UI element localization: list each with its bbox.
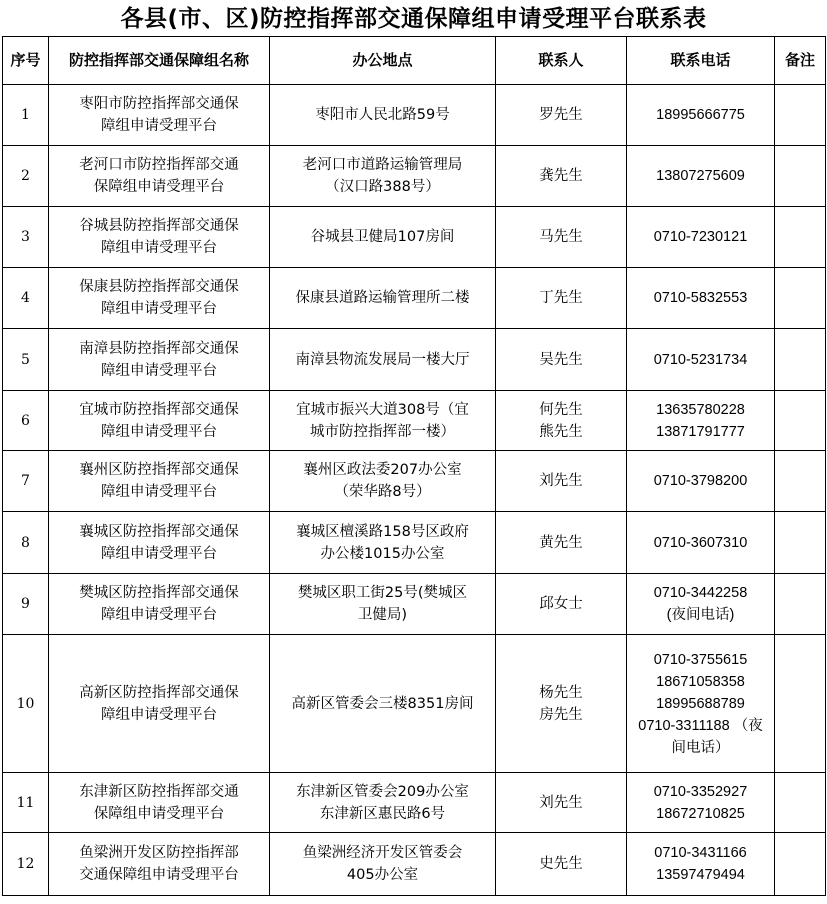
header-phone: 联系电话 bbox=[627, 37, 775, 85]
cell-phone-line: 13635780228 bbox=[656, 401, 745, 418]
cell-address-line: 卫健局) bbox=[357, 607, 408, 623]
cell-note bbox=[775, 207, 826, 268]
cell-platform bbox=[49, 329, 270, 391]
cell-platform-line: 高新区防控指挥部交通保 bbox=[79, 684, 239, 701]
cell-address bbox=[270, 85, 496, 146]
cell-address-line: （汉口路388号） bbox=[325, 179, 440, 195]
cell-platform-line: 障组申请受理平台 bbox=[101, 362, 217, 379]
cell-contact-line: 何先生 bbox=[539, 401, 583, 418]
cell-address-line: 城市防控指挥部一楼） bbox=[310, 423, 455, 440]
cell-platform bbox=[49, 268, 270, 329]
cell-platform-line: 鱼梁洲开发区防控指挥部 bbox=[79, 845, 239, 861]
cell-contact bbox=[496, 391, 627, 451]
cell-platform-line: 障组申请受理平台 bbox=[101, 423, 217, 440]
table-row bbox=[3, 773, 826, 833]
cell-contact-line: 史先生 bbox=[539, 856, 583, 872]
table-row bbox=[3, 329, 826, 391]
cell-platform bbox=[49, 512, 270, 574]
header-row bbox=[3, 37, 826, 85]
cell-contact-line: 龚先生 bbox=[539, 168, 583, 184]
cell-phone-line: 间电话） bbox=[671, 739, 730, 756]
cell-seq: 7 bbox=[3, 451, 49, 512]
cell-contact bbox=[496, 512, 627, 574]
cell-contact-line: 黄先生 bbox=[539, 534, 583, 551]
cell-platform-line: 障组申请受理平台 bbox=[101, 118, 217, 134]
cell-contact bbox=[496, 833, 627, 896]
cell-note bbox=[775, 574, 826, 635]
cell-seq: 8 bbox=[3, 512, 49, 574]
cell-contact-line: 刘先生 bbox=[539, 794, 583, 811]
cell-phone-line: 0710-3442258 bbox=[653, 585, 748, 601]
cell-address-line: 鱼梁洲经济开发区管委会 bbox=[302, 845, 463, 861]
cell-address bbox=[270, 773, 496, 833]
cell-platform-line: 枣阳市防控指挥部交通保 bbox=[79, 96, 239, 112]
cell-contact bbox=[496, 451, 627, 512]
header-platform: 防控指挥部交通保障组名称 bbox=[49, 37, 270, 85]
cell-platform-line: 东津新区防控指挥部交通 bbox=[79, 783, 239, 800]
cell-phone-line: 18672710825 bbox=[656, 805, 745, 822]
cell-platform-line: 保康县防控指挥部交通保 bbox=[79, 279, 239, 295]
cell-phone-line: 0710-3607310 bbox=[653, 534, 748, 551]
cell-address-line: 枣阳市人民北路59号 bbox=[315, 107, 450, 123]
cell-platform-line: 障组申请受理平台 bbox=[101, 545, 217, 562]
cell-phone bbox=[627, 146, 775, 207]
cell-address-line: 宜城市振兴大道308号（宜 bbox=[296, 401, 469, 418]
cell-contact-line: 刘先生 bbox=[539, 473, 583, 489]
cell-phone-line: 0710-3352927 bbox=[653, 783, 748, 800]
cell-seq: 5 bbox=[3, 329, 49, 391]
cell-contact-line: 杨先生 bbox=[539, 684, 583, 701]
table-row bbox=[3, 833, 826, 896]
cell-platform-line: 保障组申请受理平台 bbox=[93, 805, 225, 822]
cell-address-line: 襄州区政法委207办公室 bbox=[303, 462, 462, 478]
header-address: 办公地点 bbox=[270, 37, 496, 85]
cell-phone-line: 0710-7230121 bbox=[653, 229, 748, 245]
cell-contact-line: 熊先生 bbox=[539, 423, 583, 440]
cell-address-line: 襄城区檀溪路158号区政府 bbox=[296, 523, 469, 540]
cell-platform-line: 襄城区防控指挥部交通保 bbox=[79, 523, 239, 540]
cell-platform-line: 障组申请受理平台 bbox=[101, 301, 217, 317]
cell-contact bbox=[496, 574, 627, 635]
cell-platform-line: 老河口市防控指挥部交通 bbox=[79, 157, 239, 173]
cell-note bbox=[775, 85, 826, 146]
cell-platform bbox=[49, 85, 270, 146]
cell-address-line: 谷城县卫健局107房间 bbox=[310, 229, 455, 245]
cell-address-line: 保康县道路运输管理所二楼 bbox=[295, 290, 470, 306]
table-row bbox=[3, 85, 826, 146]
cell-seq: 3 bbox=[3, 207, 49, 268]
cell-contact bbox=[496, 329, 627, 391]
cell-seq: 2 bbox=[3, 146, 49, 207]
cell-address-line: 东津新区惠民路6号 bbox=[319, 805, 446, 822]
cell-seq: 9 bbox=[3, 574, 49, 635]
header-seq: 序号 bbox=[3, 37, 49, 85]
cell-note bbox=[775, 512, 826, 574]
cell-platform-line: 障组申请受理平台 bbox=[101, 607, 217, 623]
cell-phone bbox=[627, 451, 775, 512]
cell-address bbox=[270, 146, 496, 207]
cell-phone-line: 0710-5832553 bbox=[653, 290, 748, 306]
table-row bbox=[3, 512, 826, 574]
table-row bbox=[3, 635, 826, 773]
cell-platform bbox=[49, 207, 270, 268]
cell-contact bbox=[496, 268, 627, 329]
cell-phone-line: 13871791777 bbox=[656, 423, 745, 440]
cell-phone-line: 0710-3798200 bbox=[653, 473, 748, 489]
cell-platform-line: 障组申请受理平台 bbox=[101, 484, 217, 500]
cell-address bbox=[270, 512, 496, 574]
cell-phone bbox=[627, 268, 775, 329]
cell-address-line: 高新区管委会三楼8351房间 bbox=[291, 695, 474, 712]
cell-address-line: （荣华路8号） bbox=[334, 484, 431, 500]
table-row bbox=[3, 268, 826, 329]
cell-platform bbox=[49, 773, 270, 833]
cell-address bbox=[270, 574, 496, 635]
cell-address-line: 办公楼1015办公室 bbox=[320, 545, 445, 562]
cell-phone bbox=[627, 512, 775, 574]
cell-contact-line: 吴先生 bbox=[539, 351, 583, 368]
cell-platform-line: 障组申请受理平台 bbox=[101, 240, 217, 256]
cell-phone bbox=[627, 85, 775, 146]
cell-contact bbox=[496, 207, 627, 268]
cell-phone bbox=[627, 207, 775, 268]
cell-phone bbox=[627, 773, 775, 833]
cell-contact bbox=[496, 85, 627, 146]
cell-address bbox=[270, 391, 496, 451]
cell-address-line: 东津新区管委会209办公室 bbox=[296, 783, 469, 800]
cell-platform-line: 襄州区防控指挥部交通保 bbox=[79, 462, 239, 478]
cell-address-line: 405办公室 bbox=[346, 867, 419, 883]
cell-phone bbox=[627, 833, 775, 896]
contact-table bbox=[2, 36, 826, 896]
cell-note bbox=[775, 451, 826, 512]
table-row bbox=[3, 391, 826, 451]
cell-seq: 11 bbox=[3, 773, 49, 833]
cell-address-line: 樊城区职工街25号(樊城区 bbox=[297, 585, 468, 601]
cell-phone-line: 18671058358 bbox=[656, 673, 745, 690]
cell-seq: 10 bbox=[3, 635, 49, 773]
cell-address-line: 南漳县物流发展局一楼大厅 bbox=[295, 351, 470, 368]
cell-phone-line: 13597479494 bbox=[656, 867, 745, 883]
cell-seq: 1 bbox=[3, 85, 49, 146]
cell-phone-line: (夜间电话) bbox=[666, 607, 735, 623]
cell-phone bbox=[627, 635, 775, 773]
cell-contact-line: 房先生 bbox=[539, 706, 583, 723]
cell-platform bbox=[49, 146, 270, 207]
cell-address bbox=[270, 635, 496, 773]
cell-platform bbox=[49, 574, 270, 635]
cell-note bbox=[775, 833, 826, 896]
cell-platform bbox=[49, 635, 270, 773]
cell-address bbox=[270, 207, 496, 268]
table-row bbox=[3, 207, 826, 268]
cell-phone bbox=[627, 391, 775, 451]
cell-platform bbox=[49, 833, 270, 896]
header-contact: 联系人 bbox=[496, 37, 627, 85]
cell-seq: 4 bbox=[3, 268, 49, 329]
cell-phone-line: 0710-3311188 （夜 bbox=[638, 717, 763, 734]
cell-address bbox=[270, 451, 496, 512]
cell-note bbox=[775, 773, 826, 833]
cell-phone-line: 18995688789 bbox=[656, 695, 745, 712]
page-title: 各县(市、区)防控指挥部交通保障组申请受理平台联系表 bbox=[120, 6, 707, 32]
cell-note bbox=[775, 329, 826, 391]
cell-contact-line: 罗先生 bbox=[539, 107, 583, 123]
cell-address-line: 老河口市道路运输管理局 bbox=[302, 157, 463, 173]
cell-note bbox=[775, 635, 826, 773]
cell-address bbox=[270, 329, 496, 391]
cell-address bbox=[270, 833, 496, 896]
cell-platform-line: 谷城县防控指挥部交通保 bbox=[79, 218, 239, 234]
cell-seq: 12 bbox=[3, 833, 49, 896]
cell-platform-line: 宜城市防控指挥部交通保 bbox=[79, 401, 239, 418]
cell-phone-line: 0710-3431166 bbox=[654, 845, 747, 861]
cell-address bbox=[270, 268, 496, 329]
cell-contact-line: 邱女士 bbox=[539, 596, 583, 612]
cell-phone-line: 13807275609 bbox=[656, 168, 745, 184]
header-note: 备注 bbox=[775, 37, 826, 85]
cell-contact-line: 马先生 bbox=[539, 229, 583, 245]
table-row bbox=[3, 451, 826, 512]
cell-contact bbox=[496, 773, 627, 833]
cell-note bbox=[775, 268, 826, 329]
cell-note bbox=[775, 391, 826, 451]
cell-platform bbox=[49, 391, 270, 451]
cell-platform-line: 交通保障组申请受理平台 bbox=[79, 867, 239, 883]
cell-phone-line: 0710-3755615 bbox=[653, 651, 748, 668]
cell-contact-line: 丁先生 bbox=[539, 290, 583, 306]
table-row bbox=[3, 146, 826, 207]
table-row bbox=[3, 574, 826, 635]
cell-contact bbox=[496, 635, 627, 773]
cell-note bbox=[775, 146, 826, 207]
cell-platform bbox=[49, 451, 270, 512]
cell-contact bbox=[496, 146, 627, 207]
cell-seq: 6 bbox=[3, 391, 49, 451]
cell-platform-line: 樊城区防控指挥部交通保 bbox=[79, 585, 239, 601]
cell-phone-line: 0710-5231734 bbox=[653, 351, 748, 368]
cell-platform-line: 障组申请受理平台 bbox=[101, 706, 217, 723]
cell-phone-line: 18995666775 bbox=[656, 107, 745, 123]
cell-platform-line: 保障组申请受理平台 bbox=[93, 179, 225, 195]
table-body bbox=[3, 85, 826, 896]
cell-phone bbox=[627, 574, 775, 635]
cell-platform-line: 南漳县防控指挥部交通保 bbox=[79, 340, 239, 357]
cell-phone bbox=[627, 329, 775, 391]
